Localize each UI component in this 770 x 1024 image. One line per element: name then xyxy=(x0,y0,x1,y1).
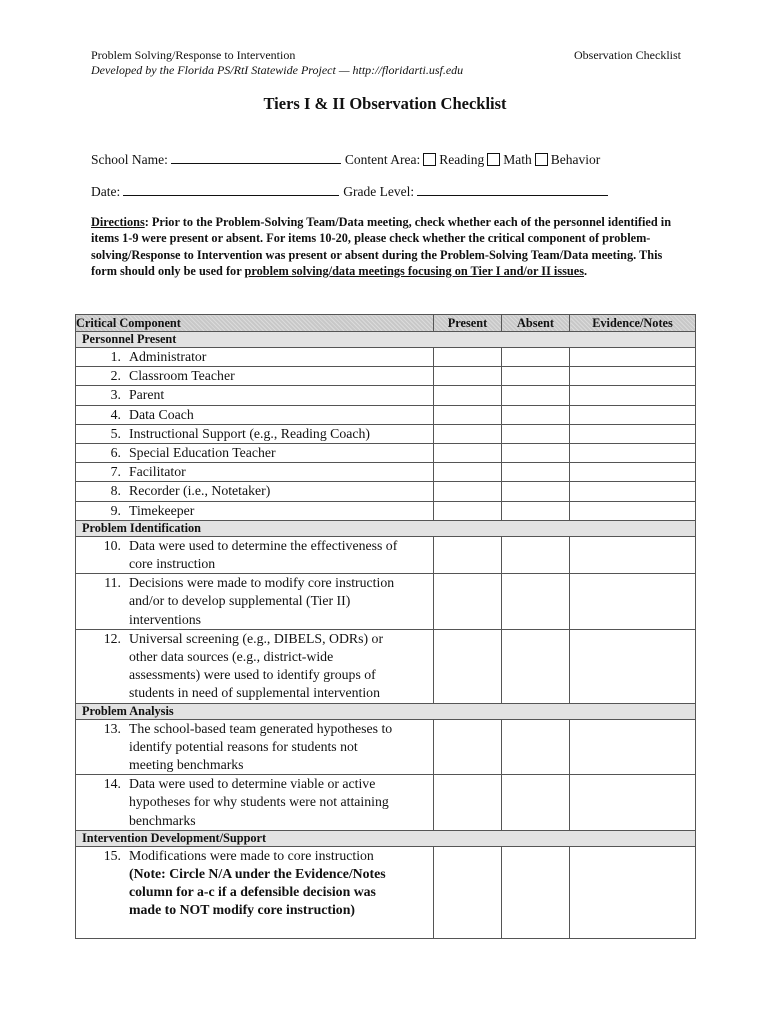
evidence-notes-cell[interactable] xyxy=(570,405,696,424)
present-cell[interactable] xyxy=(434,424,502,443)
absent-cell[interactable] xyxy=(502,348,570,367)
header-developer: Developed by the Florida PS/RtI Statewide Project — http://floridarti.usf.edu xyxy=(91,63,464,77)
critical-component-cell xyxy=(76,719,434,775)
critical-component-cell xyxy=(76,846,434,938)
directions xyxy=(91,214,681,279)
absent-cell[interactable] xyxy=(502,719,570,775)
item-number: 14. xyxy=(103,776,121,792)
evidence-notes-cell[interactable] xyxy=(570,424,696,443)
item-number: 9. xyxy=(110,502,121,518)
item-text-line: Data Coach xyxy=(129,406,194,422)
critical-component-cell xyxy=(76,463,434,482)
item-text-line: Facilitator xyxy=(129,464,186,480)
item-text-line: Decisions were made to modify core instruction xyxy=(129,575,395,591)
checklist-item-row xyxy=(76,405,696,424)
critical-component-cell xyxy=(76,629,434,703)
present-cell[interactable] xyxy=(434,348,502,367)
critical-component-cell xyxy=(76,574,434,630)
absent-cell[interactable] xyxy=(502,367,570,386)
behavior-label: Behavior xyxy=(550,152,601,167)
school-content-row xyxy=(91,150,600,168)
item-text-line: meeting benchmarks xyxy=(129,757,244,773)
critical-component-cell xyxy=(76,444,434,463)
directions-end: . xyxy=(584,263,588,278)
item-note-line: made to NOT modify core instruction) xyxy=(129,902,355,918)
directions-label: Directions xyxy=(91,215,145,229)
section-title: Problem Analysis xyxy=(76,703,696,719)
item-number: 1. xyxy=(110,349,121,364)
item-number: 2. xyxy=(110,368,121,384)
date-grade-row xyxy=(91,182,612,200)
checklist-item-row xyxy=(76,775,696,831)
present-cell[interactable] xyxy=(434,501,502,520)
critical-component-cell xyxy=(76,482,434,501)
evidence-notes-cell[interactable] xyxy=(570,629,696,703)
school-name-field[interactable] xyxy=(171,150,341,164)
checklist-item-row xyxy=(76,482,696,501)
item-text xyxy=(121,482,270,500)
item-text-line: other data sources (e.g., district-wide xyxy=(129,649,334,665)
section-title: Personnel Present xyxy=(76,332,696,348)
section-row xyxy=(76,703,696,719)
item-text xyxy=(121,386,164,404)
item-text xyxy=(121,502,194,520)
present-cell[interactable] xyxy=(434,775,502,831)
present-cell[interactable] xyxy=(434,386,502,405)
item-text-line: Recorder (i.e., Notetaker) xyxy=(129,483,271,499)
header-present: Present xyxy=(434,315,502,332)
present-cell[interactable] xyxy=(434,846,502,938)
section-row xyxy=(76,830,696,846)
item-number: 8. xyxy=(110,483,121,499)
item-number: 10. xyxy=(103,537,121,553)
absent-cell[interactable] xyxy=(502,424,570,443)
present-cell[interactable] xyxy=(434,444,502,463)
evidence-notes-cell[interactable] xyxy=(570,501,696,520)
item-text xyxy=(121,720,392,775)
checklist-item-row xyxy=(76,629,696,703)
critical-component-cell xyxy=(76,348,434,367)
grade-level-field[interactable] xyxy=(417,182,608,196)
section-row xyxy=(76,520,696,536)
evidence-notes-cell[interactable] xyxy=(570,574,696,630)
item-number: 11. xyxy=(104,575,121,591)
item-text xyxy=(121,463,186,481)
absent-cell[interactable] xyxy=(502,386,570,405)
checklist-item-row xyxy=(76,367,696,386)
evidence-notes-cell[interactable] xyxy=(570,386,696,405)
item-number: 4. xyxy=(110,406,121,422)
item-text-line: and/or to develop supplemental (Tier II) xyxy=(129,593,351,609)
item-text xyxy=(121,348,206,366)
item-text-line: Administrator xyxy=(129,349,207,364)
item-number: 5. xyxy=(110,425,121,441)
item-text-line: identify potential reasons for students not xyxy=(129,738,358,754)
checklist-item-row xyxy=(76,574,696,630)
checklist-item-row xyxy=(76,846,696,938)
page-title: Tiers I & II Observation Checklist xyxy=(263,94,507,113)
item-text-line: interventions xyxy=(129,611,202,627)
evidence-notes-cell[interactable] xyxy=(570,444,696,463)
item-text-line: Special Education Teacher xyxy=(129,445,276,461)
absent-cell[interactable] xyxy=(502,574,570,630)
critical-component-cell xyxy=(76,424,434,443)
page-header xyxy=(91,48,681,78)
checklist-item-row xyxy=(76,536,696,573)
item-text-line: Modifications were made to core instruction xyxy=(129,847,374,863)
critical-component-cell xyxy=(76,501,434,520)
reading-checkbox[interactable] xyxy=(423,153,436,166)
table-header-row xyxy=(76,315,696,332)
absent-cell[interactable] xyxy=(502,463,570,482)
present-cell[interactable] xyxy=(434,629,502,703)
evidence-notes-cell[interactable] xyxy=(570,846,696,938)
absent-cell[interactable] xyxy=(502,482,570,501)
present-cell[interactable] xyxy=(434,405,502,424)
checklist-item-row xyxy=(76,386,696,405)
absent-cell[interactable] xyxy=(502,444,570,463)
critical-component-cell xyxy=(76,775,434,831)
item-number: 7. xyxy=(110,464,121,480)
evidence-notes-cell[interactable] xyxy=(570,348,696,367)
item-number: 15. xyxy=(103,847,121,863)
item-text xyxy=(121,425,370,443)
evidence-notes-cell[interactable] xyxy=(570,367,696,386)
item-text-line: students in need of supplemental intervention xyxy=(129,685,380,701)
section-row xyxy=(76,332,696,348)
item-note-line: column for a-c if a defensible decision was xyxy=(129,884,376,900)
item-text-line: Parent xyxy=(129,387,165,403)
absent-cell[interactable] xyxy=(502,405,570,424)
evidence-notes-cell[interactable] xyxy=(570,463,696,482)
section-title: Intervention Development/Support xyxy=(76,830,696,846)
grade-level-label: Grade Level: xyxy=(343,184,415,199)
item-number: 6. xyxy=(110,445,121,461)
present-cell[interactable] xyxy=(434,536,502,573)
checklist-item-row xyxy=(76,719,696,775)
present-cell[interactable] xyxy=(434,574,502,630)
math-label: Math xyxy=(503,152,532,167)
item-text-line: Data were used to determine the effectiveness of xyxy=(129,537,398,553)
item-text-line: Timekeeper xyxy=(129,502,195,518)
item-text xyxy=(121,775,389,830)
absent-cell[interactable] xyxy=(502,501,570,520)
present-cell[interactable] xyxy=(434,463,502,482)
item-text xyxy=(121,367,235,385)
date-field[interactable] xyxy=(123,182,339,196)
item-text-line: hypotheses for why students were not attaining xyxy=(129,794,389,810)
evidence-notes-cell[interactable] xyxy=(570,775,696,831)
checklist-item-row xyxy=(76,444,696,463)
item-text xyxy=(121,537,397,573)
absent-cell[interactable] xyxy=(502,536,570,573)
evidence-notes-cell[interactable] xyxy=(570,536,696,573)
reading-label: Reading xyxy=(439,152,485,167)
item-text-line: Universal screening (e.g., DIBELS, ODRs) or xyxy=(129,630,384,646)
item-number: 3. xyxy=(110,387,121,403)
critical-component-cell xyxy=(76,405,434,424)
header-form-name: Observation Checklist xyxy=(574,48,681,62)
item-text-line: Classroom Teacher xyxy=(129,368,235,384)
school-name-label: School Name: xyxy=(91,152,168,167)
section-title: Problem Identification xyxy=(76,520,696,536)
item-text xyxy=(121,444,276,462)
checklist-item-row xyxy=(76,463,696,482)
critical-component-cell xyxy=(76,386,434,405)
math-checkbox[interactable] xyxy=(487,153,500,166)
item-text xyxy=(121,406,194,424)
absent-cell[interactable] xyxy=(502,629,570,703)
evidence-notes-cell[interactable] xyxy=(570,719,696,775)
present-cell[interactable] xyxy=(434,719,502,775)
evidence-notes-cell[interactable] xyxy=(570,482,696,501)
present-cell[interactable] xyxy=(434,367,502,386)
critical-component-cell xyxy=(76,367,434,386)
item-text-line: Data were used to determine viable or active xyxy=(129,776,376,792)
item-text xyxy=(121,630,383,703)
absent-cell[interactable] xyxy=(502,846,570,938)
checklist-table xyxy=(75,314,696,939)
item-text-line: assessments) were used to identify groups of xyxy=(129,667,376,683)
item-text-line: benchmarks xyxy=(129,812,196,828)
critical-component-cell xyxy=(76,536,434,573)
item-text-line: The school-based team generated hypotheses to xyxy=(129,720,393,736)
item-number: 13. xyxy=(103,720,121,736)
directions-emphasis: problem solving/data meetings focusing on Tier I and/or II issues xyxy=(244,263,584,278)
item-text xyxy=(121,574,394,629)
present-cell[interactable] xyxy=(434,482,502,501)
item-note-line: (Note: Circle N/A under the Evidence/Notes xyxy=(129,866,386,882)
checklist-item-row xyxy=(76,424,696,443)
date-label: Date: xyxy=(91,184,121,199)
item-number: 12. xyxy=(103,630,121,646)
checklist-item-row xyxy=(76,348,696,367)
directions-text: : Prior to the Problem-Solving Team/Data meeting, check whether each of the personnel identified in items 1-9 were present or absent. For items 10-20, please check whether the critical component of problem-solving/Response to Intervention was present or absent during the Problem-Solving Team/Data meeting. This form should only be used for xyxy=(91,215,672,278)
content-area-label: Content Area: xyxy=(344,152,421,167)
item-text xyxy=(121,847,386,920)
header-program: Problem Solving/Response to Intervention xyxy=(91,48,296,62)
header-evidence-notes: Evidence/Notes xyxy=(570,315,696,332)
header-critical-component: Critical Component xyxy=(76,315,434,332)
behavior-checkbox[interactable] xyxy=(535,153,548,166)
absent-cell[interactable] xyxy=(502,775,570,831)
item-text-line: core instruction xyxy=(129,556,216,572)
item-text-line: Instructional Support (e.g., Reading Coach) xyxy=(129,425,371,441)
header-absent: Absent xyxy=(502,315,570,332)
checklist-item-row xyxy=(76,501,696,520)
